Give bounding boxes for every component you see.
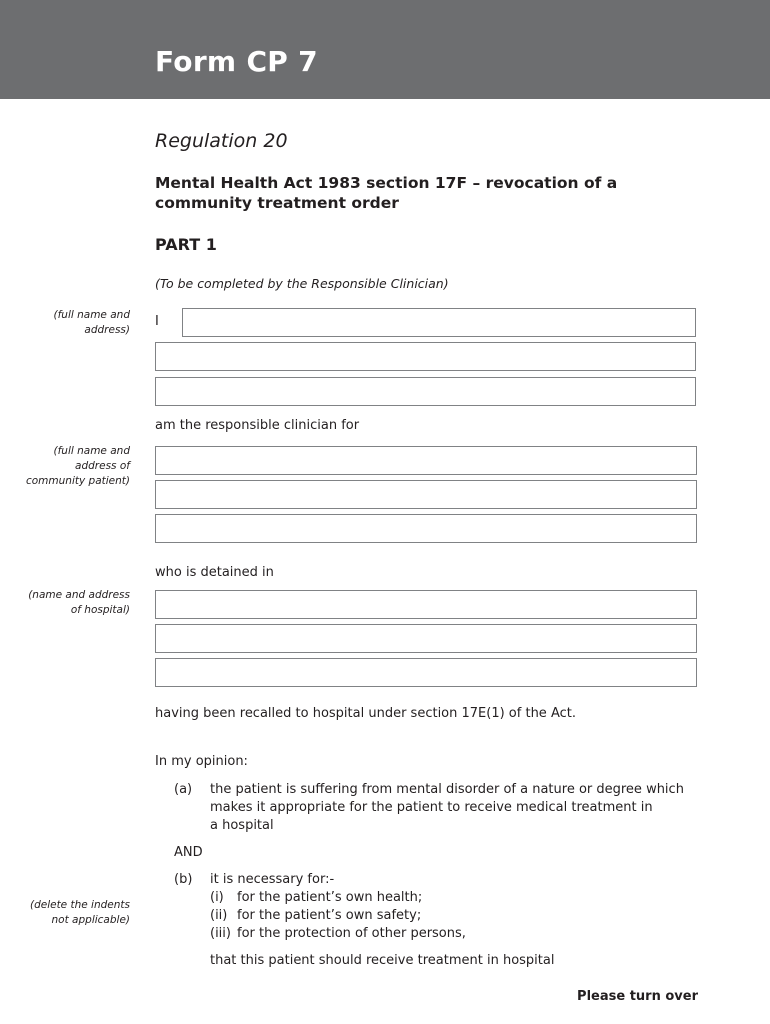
sidenote-line: community patient) <box>25 475 130 487</box>
sidenote-line: address) <box>84 324 130 336</box>
clinician-prefix: I <box>155 314 159 329</box>
item-b-intro: it is necessary for:- <box>210 872 335 887</box>
item-a-line: makes it appropriate for the patient to receive medical treatment in <box>210 800 653 815</box>
sidenote-hospital <box>28 588 130 618</box>
sidenote-line: (full name and <box>53 445 130 457</box>
sidenote-delete <box>30 898 130 928</box>
opinion-text: In my opinion: <box>155 754 248 769</box>
item-a-text <box>210 781 684 835</box>
act-title: Mental Health Act 1983 section 17F – revocation of a community treatment order <box>155 174 618 212</box>
please-turn-over: Please turn over <box>577 989 698 1004</box>
sub-item-number: (ii) <box>210 908 228 923</box>
form-title: Form CP 7 <box>155 45 318 78</box>
recalled-text: having been recalled to hospital under section 17E(1) of the Act. <box>155 706 576 721</box>
item-a-label: (a) <box>174 782 193 797</box>
sub-item-text: for the patient’s own health; <box>237 890 423 905</box>
sub-item-text: for the patient’s own safety; <box>237 908 422 923</box>
item-a-line: the patient is suffering from mental disorder of a nature or degree which <box>210 782 684 797</box>
sidenote-line: of hospital) <box>70 604 130 616</box>
sidenote-clinician <box>54 308 131 338</box>
item-a-line: a hospital <box>210 818 274 833</box>
sidenote-line: (full name and <box>53 309 130 321</box>
part-heading: PART 1 <box>155 235 217 254</box>
hospital-field-1[interactable] <box>155 590 697 619</box>
responsible-clinician-text: am the responsible clinician for <box>155 418 360 433</box>
sidenote-line: (name and address <box>28 589 130 601</box>
sidenote-line: not applicable) <box>51 914 130 926</box>
clinician-name-field[interactable] <box>182 308 696 337</box>
hospital-field-2[interactable] <box>155 624 697 653</box>
sidenote-line: (delete the indents <box>29 899 130 911</box>
conclusion-text: that this patient should receive treatment in hospital <box>210 953 555 968</box>
clinician-address-field-2[interactable] <box>155 377 696 406</box>
completed-by-note: (To be completed by the Responsible Clinician) <box>155 276 449 291</box>
detained-in-text: who is detained in <box>155 565 274 580</box>
regulation-heading: Regulation 20 <box>155 130 288 152</box>
hospital-field-3[interactable] <box>155 658 697 687</box>
sub-item-text: for the protection of other persons, <box>237 926 466 941</box>
sidenote-patient <box>26 444 130 489</box>
patient-field-3[interactable] <box>155 514 697 543</box>
clinician-address-field-1[interactable] <box>155 342 696 371</box>
sidenote-line: address of <box>75 460 130 472</box>
item-b-label: (b) <box>174 872 193 887</box>
and-text: AND <box>174 845 203 860</box>
sub-item-number: (iii) <box>210 926 231 941</box>
patient-field-1[interactable] <box>155 446 697 475</box>
patient-field-2[interactable] <box>155 480 697 509</box>
header-bar <box>0 0 770 99</box>
sub-item-number: (i) <box>210 890 224 905</box>
